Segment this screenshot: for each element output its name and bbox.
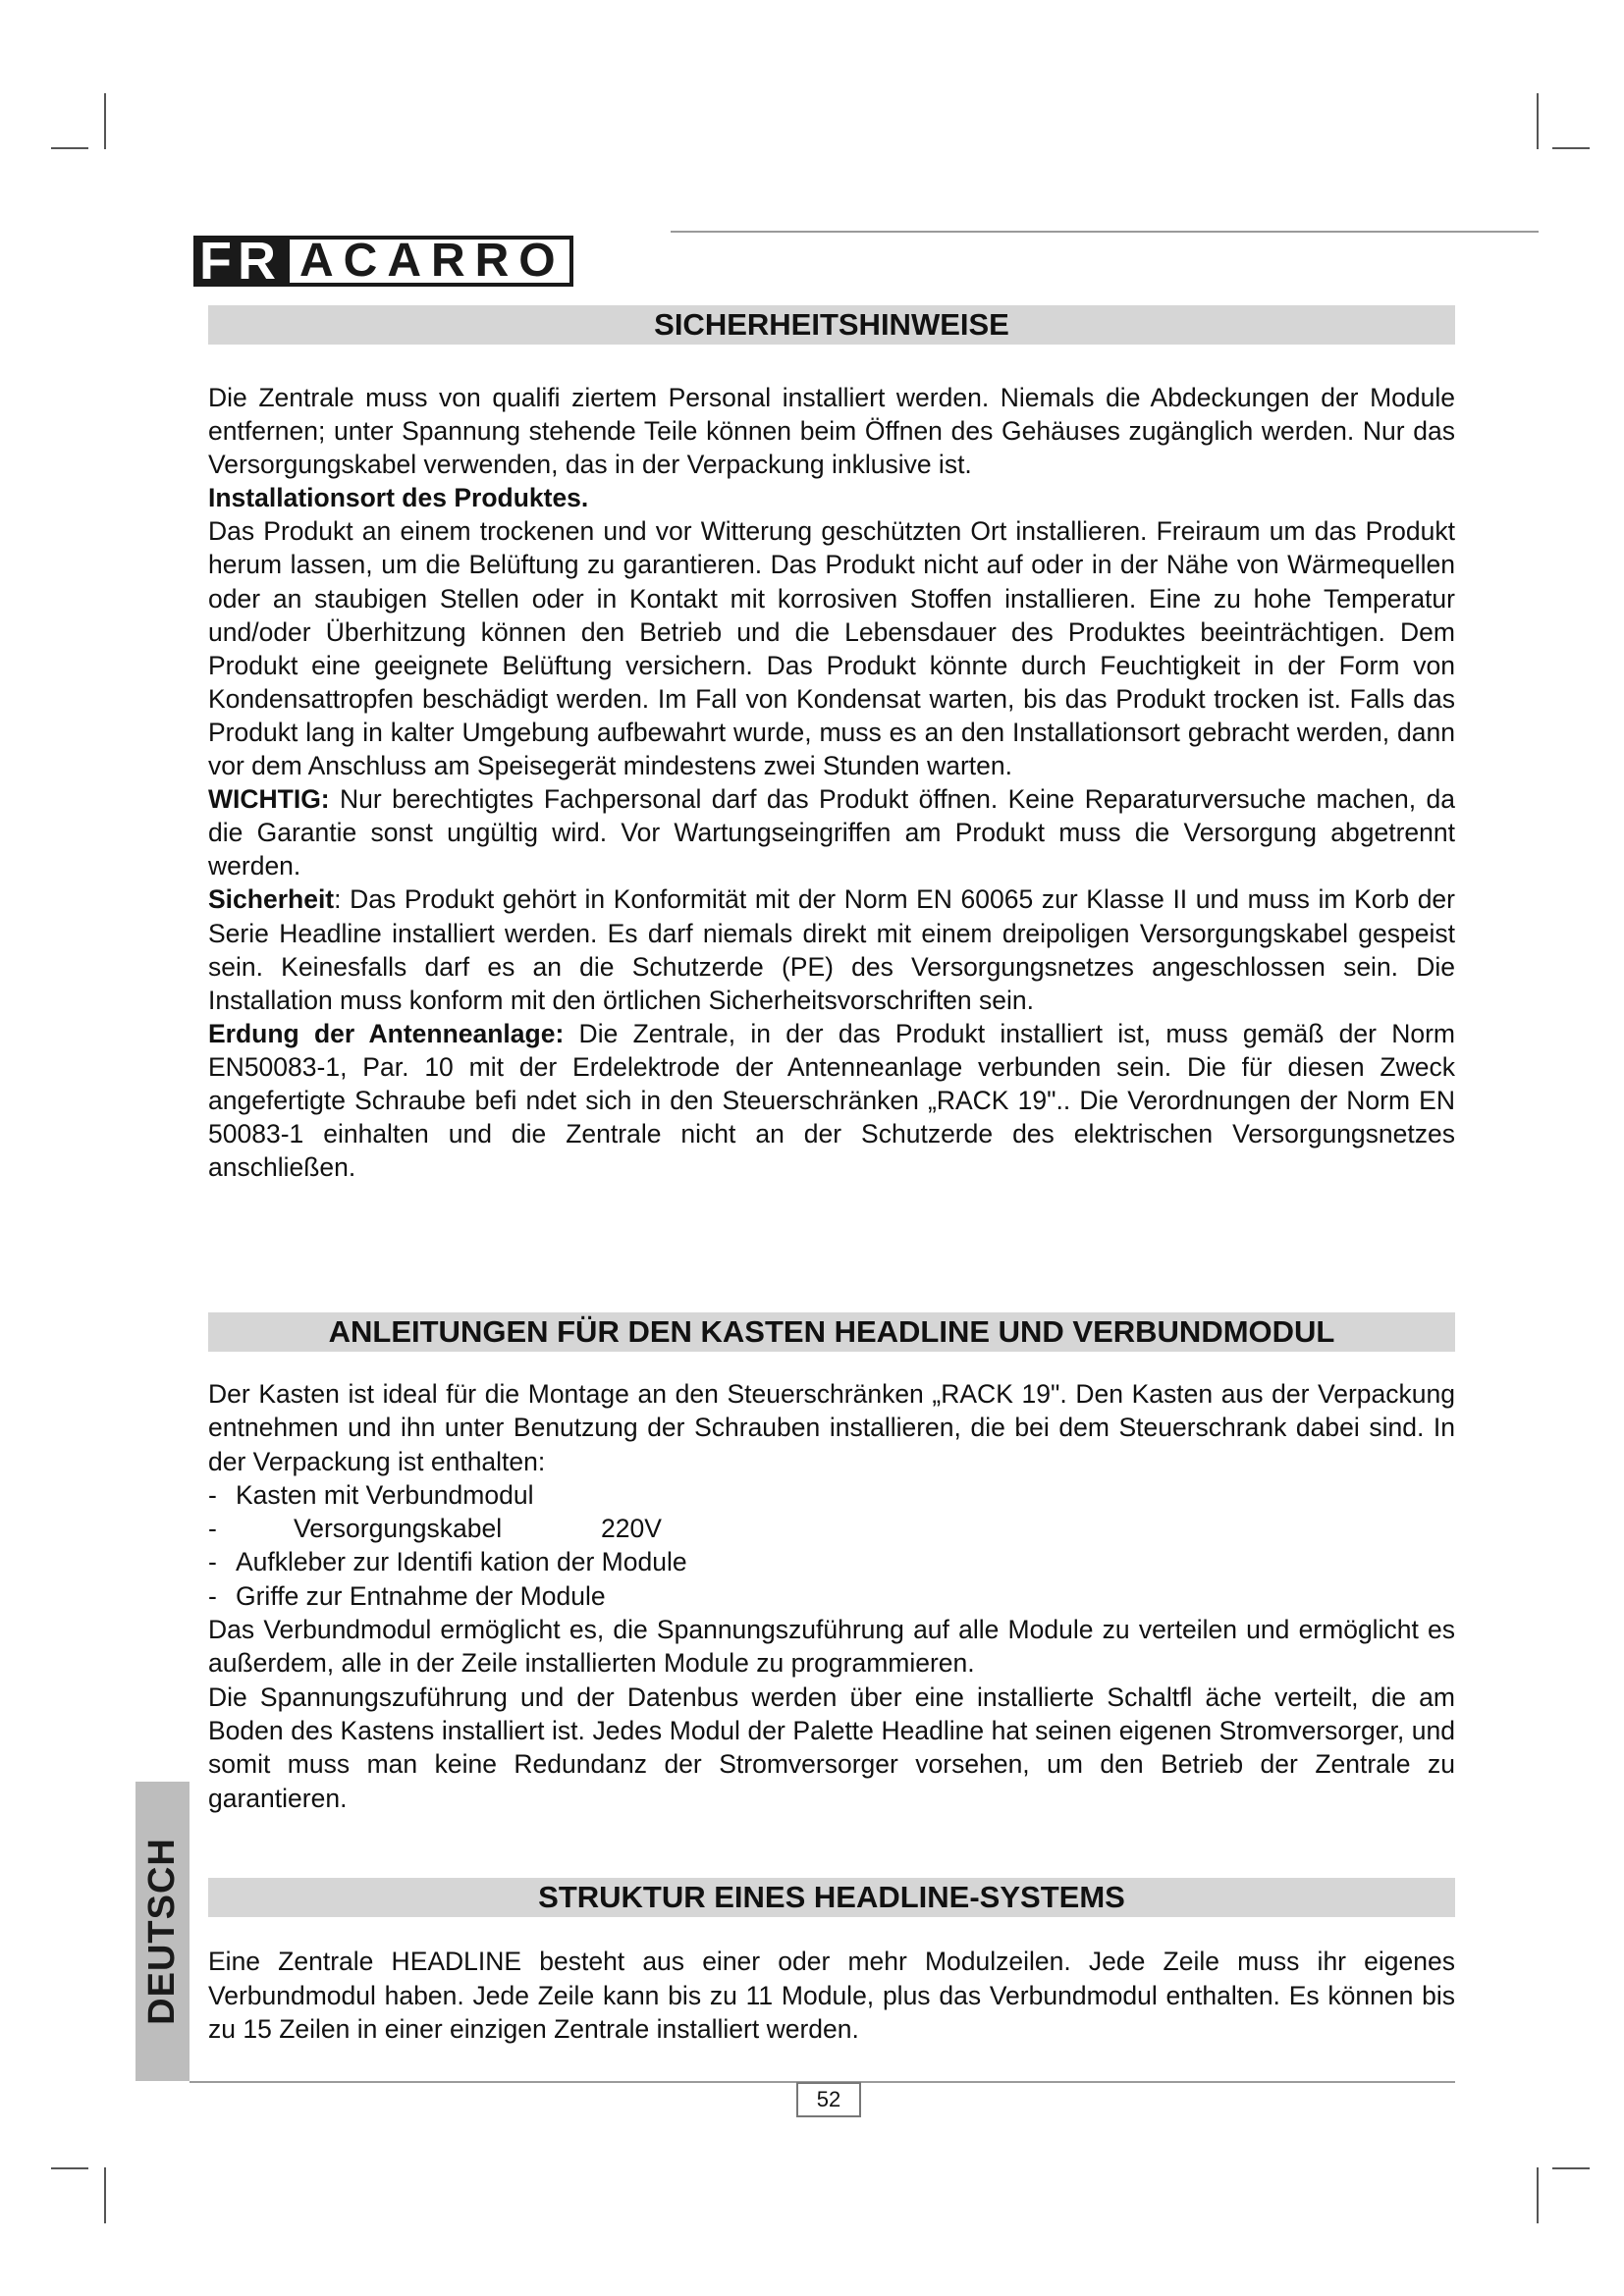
page-number: 52 [796, 2082, 861, 2117]
list-item [208, 1545, 1455, 1578]
list-item [208, 1579, 1455, 1613]
language-tab-label: DEUTSCH [141, 1838, 183, 2025]
paragraph-safety [208, 882, 1455, 1016]
crop-mark [1537, 93, 1539, 149]
section-title-safety: SICHERHEITSHINWEISE [208, 305, 1455, 345]
list-item [208, 1478, 1455, 1512]
section-body-system-structure [208, 1945, 1455, 2047]
list-text: Kasten mit Verbundmodul [236, 1479, 534, 1510]
fracarro-logo [193, 232, 573, 291]
crop-mark [1552, 2167, 1590, 2169]
logo-light-part: ACARRO [290, 240, 569, 283]
safety-text: : Das Produkt gehört in Konformität mit der Norm EN 60065 zur Klasse II und muss im Korb der Serie Headline installiert werden. Es darf niemals direkt mit einem dreipoligen Versorgungskabel gespeist sein. Keinesfalls darf es an die Schutzerde (PE) des Versorgungsnetzes angeschlossen sein. Die Installation muss konform mit den örtlichen Sicherheitsvorschriften sein. [208, 884, 1455, 1015]
list-dash: - [208, 1479, 217, 1510]
crop-mark [1552, 147, 1590, 149]
section-title-system-structure: STRUKTUR EINES HEADLINE-SYSTEMS [208, 1878, 1455, 1917]
safety-label: Sicherheit [208, 884, 335, 915]
paragraph-important [208, 782, 1455, 882]
important-text: Nur berechtigtes Fachpersonal darf das Produkt öffnen. Keine Reparaturversuche machen, da die Garantie sonst ungültig wird. Vor Wartungseingriffen am Produkt muss die Versorgung abgetrennt werden. [208, 784, 1455, 881]
crop-mark [1537, 2167, 1539, 2223]
install-heading: Installationsort des Produktes. [208, 483, 589, 513]
paragraph: Eine Zentrale HEADLINE besteht aus einer oder mehr Modulzeilen. Jede Zeile muss ihr eigenes Verbundmodul haben. Jede Zeile kann bis zu 11 Module, plus das Verbundmodul enthalten. Es können bis zu 15 Zeilen in einer einzigen Zentrale installiert werden. [208, 1947, 1455, 2044]
paragraph: Das Produkt an einem trockenen und vor Witterung geschützten Ort installieren. Freiraum um das Produkt herum lassen, um die Belüftung zu garantieren. Das Produkt nicht auf oder in der Nähe von Wärmequellen oder an staubigen Stellen oder in Kontakt mit korrosiven Stoffen installieren. Eine zu hohe Temperatur und/oder Überhitzung können den Betrieb und die Lebensdauer des Produktes beeinträchtigen. Dem Produkt eine geeignete Belüftung versichern. Das Produkt könnte durch Feuchtigkeit in der Form von Kondensattropfen beschädigt werden. Im Fall von Kondensat warten, bis das Produkt trocken ist. Falls das Produkt lang in kalter Umgebung aufbewahrt wurde, muss es an den Installationsort gebracht werden, dann vor dem Anschluss am Speisegerät mindestens zwei Stunden warten. [208, 516, 1455, 781]
list-dash: - [208, 1514, 217, 1544]
logo-light-part-frame [286, 236, 573, 287]
list-extra: 220V [601, 1514, 662, 1544]
paragraph: Die Zentrale muss von qualifi ziertem Personal installiert werden. Niemals die Abdeckungen der Module entfernen; unter Spannung stehende Teile können beim Öffnen des Gehäuses zugänglich werden. Nur das Versorgungskabel verwenden, das in der Verpackung inklusive ist. [208, 383, 1455, 480]
paragraph: Die Spannungszuführung und der Datenbus werden über eine installierte Schaltfl äche verteilt, die am Boden des Kastens installiert ist. Jedes Modul der Palette Headline hat seinen eigenen Stromversorger, und somit muss man keine Redundanz der Stromversorger vorsehen, um den Betrieb der Zentrale zu garantieren. [208, 1682, 1455, 1813]
list-text: Versorgungskabel [294, 1514, 503, 1544]
language-tab [135, 1782, 189, 2081]
logo-dark-part: FR [193, 236, 286, 287]
header-rule [671, 231, 1539, 233]
list-dash: - [208, 1547, 217, 1577]
section-body-headline-box [208, 1377, 1455, 1815]
earthing-text: Die Zentrale, in der das Produkt installiert ist, muss gemäß der Norm EN50083-1, Par. 10 mit der Erdelektrode der Antenneanlage verbunden sein. Die für diesen Zweck angefertigte Schraube befi ndet sich in den Steuerschränken „RACK 19".. Die Verordnungen der Norm EN 50083-1 einhalten und die Zentrale nicht an der Schutzerde des elektrischen Versorgungsnetzes anschließen. [208, 1018, 1455, 1183]
crop-mark [51, 2167, 88, 2169]
list-item [208, 1512, 1455, 1545]
paragraph-earthing [208, 1017, 1455, 1184]
paragraph: Der Kasten ist ideal für die Montage an den Steuerschränken „RACK 19". Den Kasten aus der Verpackung entnehmen und ihn unter Benutzung der Schrauben installieren, die bei dem Steuerschrank dabei sind. In der Verpackung ist enthalten: [208, 1379, 1455, 1476]
section-title-headline-box: ANLEITUNGEN FÜR DEN KASTEN HEADLINE UND VERBUNDMODUL [208, 1312, 1455, 1352]
crop-mark [51, 147, 88, 149]
earthing-label: Erdung der Antenneanlage: [208, 1018, 565, 1048]
crop-mark [104, 93, 106, 149]
crop-mark [104, 2167, 106, 2223]
list-text: Aufkleber zur Identifi kation der Module [236, 1547, 687, 1577]
paragraph: Das Verbundmodul ermöglicht es, die Spannungszuführung auf alle Module zu verteilen und ermöglicht es außerdem, alle in der Zeile installierten Module zu programmieren. [208, 1615, 1455, 1679]
list-dash: - [208, 1580, 217, 1611]
list-text: Griffe zur Entnahme der Module [236, 1580, 606, 1611]
important-label: WICHTIG: [208, 784, 330, 815]
section-body-safety [208, 381, 1455, 1184]
